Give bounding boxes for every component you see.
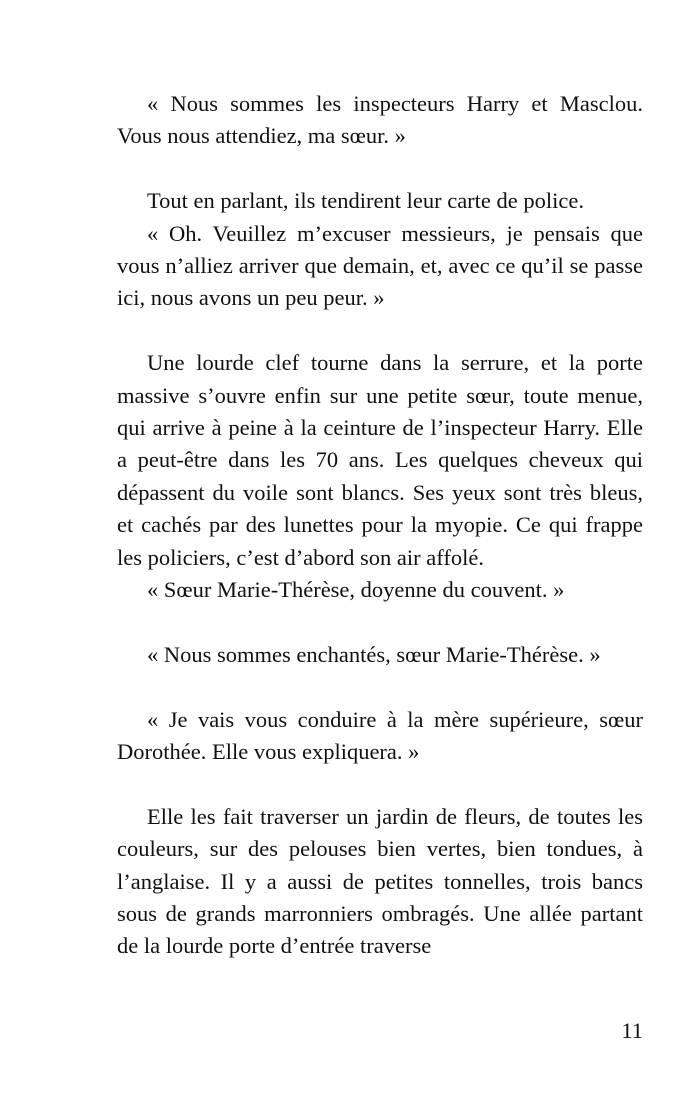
paragraph-8: Elle les fait traverser un jardin de fleurs, de toutes les couleurs, sur des pelouses bien vertes, bien tondues, à l’anglaise. Il y a aussi de petites tonnelles, trois bancs sous de grands marronniers ombragés. Une allée partant de la lourde porte d’entrée traverse bbox=[117, 803, 643, 959]
page-body bbox=[117, 88, 643, 963]
paragraph-5: « Sœur Marie-Thérèse, doyenne du couvent. » bbox=[147, 577, 565, 603]
paragraph-2: Tout en parlant, ils tendirent leur carte de police. bbox=[147, 188, 585, 214]
paragraph-7: « Je vais vous conduire à la mère supérieure, sœur Dorothée. Elle vous expliquera. » bbox=[117, 706, 643, 765]
paragraph-6: « Nous sommes enchantés, sœur Marie-Thérèse. » bbox=[147, 641, 601, 667]
page-number: 11 bbox=[621, 1018, 643, 1043]
paragraph-3: « Oh. Veuillez m’excuser messieurs, je pensais que vous n’alliez arriver que demain, et, avec ce qu’il se passe ici, nous avons un peu peur. » bbox=[117, 220, 643, 311]
paragraph-1: « Nous sommes les inspecteurs Harry et Masclou. Vous nous attendiez, ma sœur. » bbox=[117, 91, 643, 149]
paragraph-4: Une lourde clef tourne dans la serrure, et la porte massive s’ouvre enfin sur une petite sœur, toute menue, qui arrive à peine à la ceinture de l’inspecteur Harry. Elle a peut-être dans les 70 ans. Les quelques cheveux qui dépassent du voile sont blancs. Ses yeux sont très bleus, et cachés par des lunettes pour la myopie. Ce qui frappe les policiers, c’est d’abord son air affolé. bbox=[117, 350, 643, 570]
